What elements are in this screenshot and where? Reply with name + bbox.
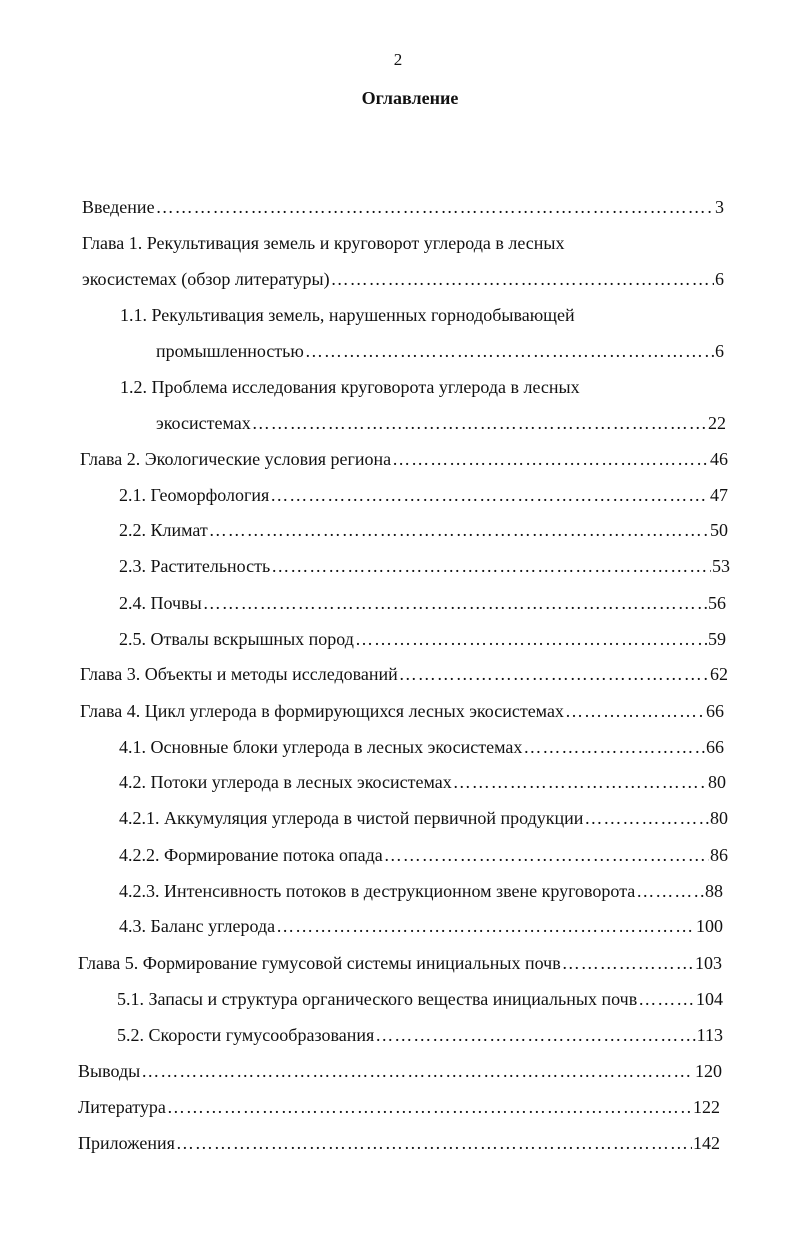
entry-title: 4.1. Основные блоки углерода в лесных экосистемах (119, 737, 523, 757)
toc-entry-ch4 (80, 700, 724, 722)
entry-title: 2.4. Почвы (119, 593, 202, 613)
toc-entry-s2-2 (119, 519, 728, 541)
dot-leader (384, 844, 709, 866)
entry-title: Приложения (78, 1133, 175, 1153)
entry-title: экосистемах (156, 413, 251, 433)
entry-page: 62 (710, 664, 728, 684)
toc-entry-s5-2 (117, 1024, 723, 1046)
toc-entry-s2-3 (119, 555, 730, 577)
dot-leader (638, 988, 695, 1010)
toc-entry-s4-1 (119, 736, 724, 758)
entry-page: 86 (710, 845, 728, 865)
toc-entry-s1-1 (156, 340, 724, 362)
dot-leader (399, 663, 709, 685)
toc-entry-s4-2 (119, 771, 726, 793)
toc-entry-s2-5 (119, 628, 726, 650)
toc-entry-s5-1 (117, 988, 723, 1010)
entry-page: 59 (708, 629, 726, 649)
dot-leader (565, 700, 705, 722)
entry-title: промышленностью (156, 341, 304, 361)
dot-leader (392, 448, 709, 470)
entry-title: Глава 5. Формирование гумусовой системы инициальных почв (78, 953, 561, 973)
entry-page: 6 (715, 269, 724, 289)
toc-entry-ch3 (80, 663, 728, 685)
dot-leader (276, 915, 695, 937)
entry-page: 50 (710, 520, 728, 540)
entry-page: 47 (710, 485, 728, 505)
dot-leader (156, 196, 714, 218)
entry-page: 66 (706, 701, 724, 721)
dot-leader (271, 555, 711, 577)
page-number: 2 (393, 50, 403, 69)
toc-entry-s2-4 (119, 592, 726, 614)
toc-entry-ch5 (78, 952, 722, 974)
entry-page: 80 (708, 772, 726, 792)
entry-page: 122 (693, 1097, 720, 1117)
dot-leader (331, 268, 714, 290)
entry-page: 6 (715, 341, 724, 361)
toc-entry-s1-2-line1: 1.2. Проблема исследования круговорота углерода в лесных (120, 377, 580, 397)
entry-title: Глава 3. Объекты и методы исследований (80, 664, 398, 684)
entry-title: 2.5. Отвалы вскрышных пород (119, 629, 354, 649)
entry-title: Литература (78, 1097, 166, 1117)
entry-page: 120 (695, 1061, 722, 1081)
entry-page: 46 (710, 449, 728, 469)
toc-entry-s4-2-1 (119, 807, 728, 829)
entry-page: 113 (696, 1025, 723, 1045)
toc-entry-conclusions (78, 1060, 722, 1082)
toc-entry-ch1 (82, 268, 724, 290)
entry-title: экосистемах (обзор литературы) (82, 269, 330, 289)
entry-page: 103 (695, 953, 722, 973)
dot-leader (252, 412, 707, 434)
toc-entry-appendices (78, 1132, 720, 1154)
entry-title: 4.2. Потоки углерода в лесных экосистемах (119, 772, 452, 792)
entry-page: 3 (715, 197, 724, 217)
dot-leader (523, 736, 705, 758)
toc-entry-s4-2-2 (119, 844, 728, 866)
toc-entry-ch1-line1: Глава 1. Рекультивация земель и круговорот углерода в лесных (82, 233, 565, 253)
entry-page: 66 (706, 737, 724, 757)
toc-entry-s1-1-line1: 1.1. Рекультивация земель, нарушенных горнодобывающей (120, 305, 575, 325)
toc-entry-s4-3 (119, 915, 723, 937)
entry-page: 104 (696, 989, 723, 1009)
dot-leader (562, 952, 694, 974)
entry-page: 53 (712, 556, 730, 576)
dot-leader (209, 519, 709, 541)
entry-title: Глава 4. Цикл углерода в формирующихся лесных экосистемах (80, 701, 564, 721)
entry-title: 5.2. Скорости гумусообразования (117, 1025, 375, 1045)
toc-entry-intro (82, 196, 724, 218)
entry-title: 4.2.1. Аккумуляция углерода в чистой первичной продукции (119, 808, 584, 828)
toc-title: Оглавление (361, 88, 459, 108)
dot-leader (270, 484, 709, 506)
entry-title: 4.3. Баланс углерода (119, 916, 276, 936)
entry-page: 56 (708, 593, 726, 613)
dot-leader (167, 1096, 692, 1118)
entry-page: 80 (710, 808, 728, 828)
entry-title: Выводы (78, 1061, 141, 1081)
toc-entry-ch2 (80, 448, 728, 470)
entry-page: 142 (693, 1133, 720, 1153)
dot-leader (355, 628, 707, 650)
entry-title: Глава 2. Экологические условия региона (80, 449, 392, 469)
dot-leader (375, 1024, 695, 1046)
toc-entry-s1-2 (156, 412, 726, 434)
entry-title: 4.2.3. Интенсивность потоков в деструкционном звене круговорота (119, 881, 636, 901)
dot-leader (141, 1060, 694, 1082)
dot-leader (203, 592, 707, 614)
dot-leader (305, 340, 714, 362)
toc-entry-s2-1 (119, 484, 728, 506)
entry-page: 88 (705, 881, 723, 901)
entry-title: 4.2.2. Формирование потока опада (119, 845, 383, 865)
dot-leader (636, 880, 704, 902)
dot-leader (453, 771, 707, 793)
toc-entry-literature (78, 1096, 720, 1118)
entry-page: 100 (696, 916, 723, 936)
entry-title: Введение (82, 197, 155, 217)
dot-leader (176, 1132, 692, 1154)
entry-title: 2.1. Геоморфология (119, 485, 270, 505)
entry-page: 22 (708, 413, 726, 433)
dot-leader (584, 807, 709, 829)
entry-title: 2.3. Растительность (119, 556, 271, 576)
toc-entry-s4-2-3 (119, 880, 723, 902)
entry-title: 2.2. Климат (119, 520, 208, 540)
entry-title: 5.1. Запасы и структура органического вещества инициальных почв (117, 989, 638, 1009)
